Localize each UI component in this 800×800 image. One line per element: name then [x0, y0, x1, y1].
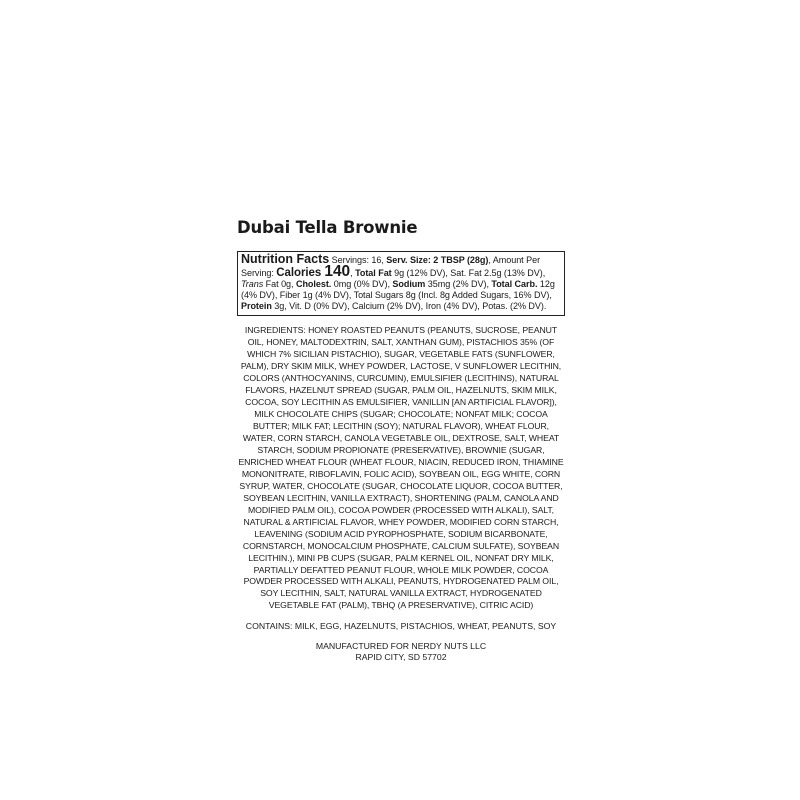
total-fat-value: 9g (12% DV), Sat. Fat 2.5g (13% DV),: [391, 268, 546, 279]
servings-text: Servings: 16,: [329, 255, 387, 265]
trans-fat-label: Trans: [241, 279, 264, 290]
manufacturer-address: RAPID CITY, SD 57702: [355, 652, 447, 663]
ingredients-list: INGREDIENTS: HONEY ROASTED PEANUTS (PEANUTS, SUCROSE, PEANUT OIL, HONEY, MALTODEXTRIN, SALT, XANTHAN GUM), PISTACHIOS 35% (OF WHICH 7% SICILIAN PISTACHIO), SUGAR, VEGETABLE FATS (SUNFLOWER, PALM), DRY SKIM MILK, WHEY POWDER, LACTOSE, V SUNFLOWER LECITHIN, COLORS (ANTHOCYANINS, CURCUMIN), EMULSIFIER (LECITHINS), NATURAL FLAVORS, HAZELNUT SPREAD (SUGAR, PALM OIL, HAZELNUTS, SKIM MILK, COCOA, SOY LECITHIN AS EMULSIFIER, VANILLIN [AN ARTIFICIAL FLAVOR]), MILK CHOCOLATE CHIPS (SUGAR; CHOCOLATE; NONFAT MILK; COCOA BUTTER; MILK FAT; LECITHIN (SOY); NATURAL FLAVOR), WHEAT FLOUR, WATER, CORN STARCH, CANOLA VEGETABLE OIL, DEXTROSE, SALT, WHEAT STARCH, SODIUM PROPIONATE (PRESERVATIVE), BROWNIE (SUGAR, ENRICHED WHEAT FLOUR (WHEAT FLOUR, NIACIN, REDUCED IRON, THIAMINE MONONITRATE, RIBOFLAVIN, FOLIC ACID), SOYBEAN OIL, EGG WHITE, CORN SYRUP, WATER, CHOCOLATE (SUGAR, CHOCOLATE LIQUOR, COCOA BUTTER, SOYBEAN LECITHIN, VANILLA EXTRACT), SHORTENING (PALM, CANOLA AND MODIFIED PALM OIL), COCOA POWDER (PROCESSED WITH ALKALI), SALT, NATURAL & ARTIFICIAL FLAVOR, WHEY POWDER, MODIFIED CORN STARCH, LEAVENING (SODIUM ACID PYROPHOSPHATE, SODIUM BICARBONATE, CORNSTARCH, MONOCALCIUM PHOSPHATE, CALCIUM SULFATE), SOYBEAN LECITHIN.), MINI PB CUPS (SUGAR, PALM KERNEL OIL, NONFAT DRY MILK, PARTIALLY DEFATTED PEANUT FLOUR, WHOLE MILK POWDER, COCOA POWDER PROCESSED WITH ALKALI, PEANUTS, HYDROGENATED PALM OIL, SOY LECITHIN, SALT, NATURAL VANILLA EXTRACT, HYDROGENATED VEGETABLE FAT (PALM), TBHQ (A PRESERVATIVE), CITRIC ACID): [238, 325, 564, 611]
product-title: Dubai Tella Brownie: [237, 218, 418, 237]
total-fat-label: Total Fat: [355, 268, 392, 279]
amount-per-serving: , Amount Per Serving:: [241, 255, 541, 279]
calories-label: Calories: [276, 267, 325, 280]
manufacturer-info: [237, 641, 565, 663]
manufacturer-name: MANUFACTURED FOR NERDY NUTS LLC: [315, 641, 487, 652]
separator: ,: [350, 268, 356, 279]
cholesterol-label: Cholest.: [295, 279, 332, 290]
sodium-value: 35mg (2% DV),: [425, 279, 492, 290]
calories-value: 140: [324, 263, 351, 281]
total-carb-label: Total Carb.: [491, 279, 538, 290]
trans-fat-value: Fat 0g,: [263, 279, 296, 290]
cholesterol-value: 0mg (0% DV),: [331, 279, 393, 290]
nutrition-facts-panel: [237, 251, 565, 316]
serving-size: Serv. Size: 2 TBSP (28g): [386, 255, 489, 265]
protein-label: Protein: [241, 301, 272, 312]
protein-value: 3g, Vit. D (0% DV), Calcium (2% DV), Iron (4% DV), Potas. (2% DV).: [271, 301, 547, 312]
allergen-statement: CONTAINS: MILK, EGG, HAZELNUTS, PISTACHIOS, WHEAT, PEANUTS, SOY: [245, 621, 557, 632]
total-carb-value: 12g (4% DV), Fiber 1g (4% DV), Total Sugars 8g (Incl. 8g Added Sugars, 16% DV),: [241, 279, 555, 301]
product-label: [237, 218, 565, 663]
sodium-label: Sodium: [392, 279, 426, 290]
nutrition-facts-heading: Nutrition Facts: [241, 252, 330, 266]
